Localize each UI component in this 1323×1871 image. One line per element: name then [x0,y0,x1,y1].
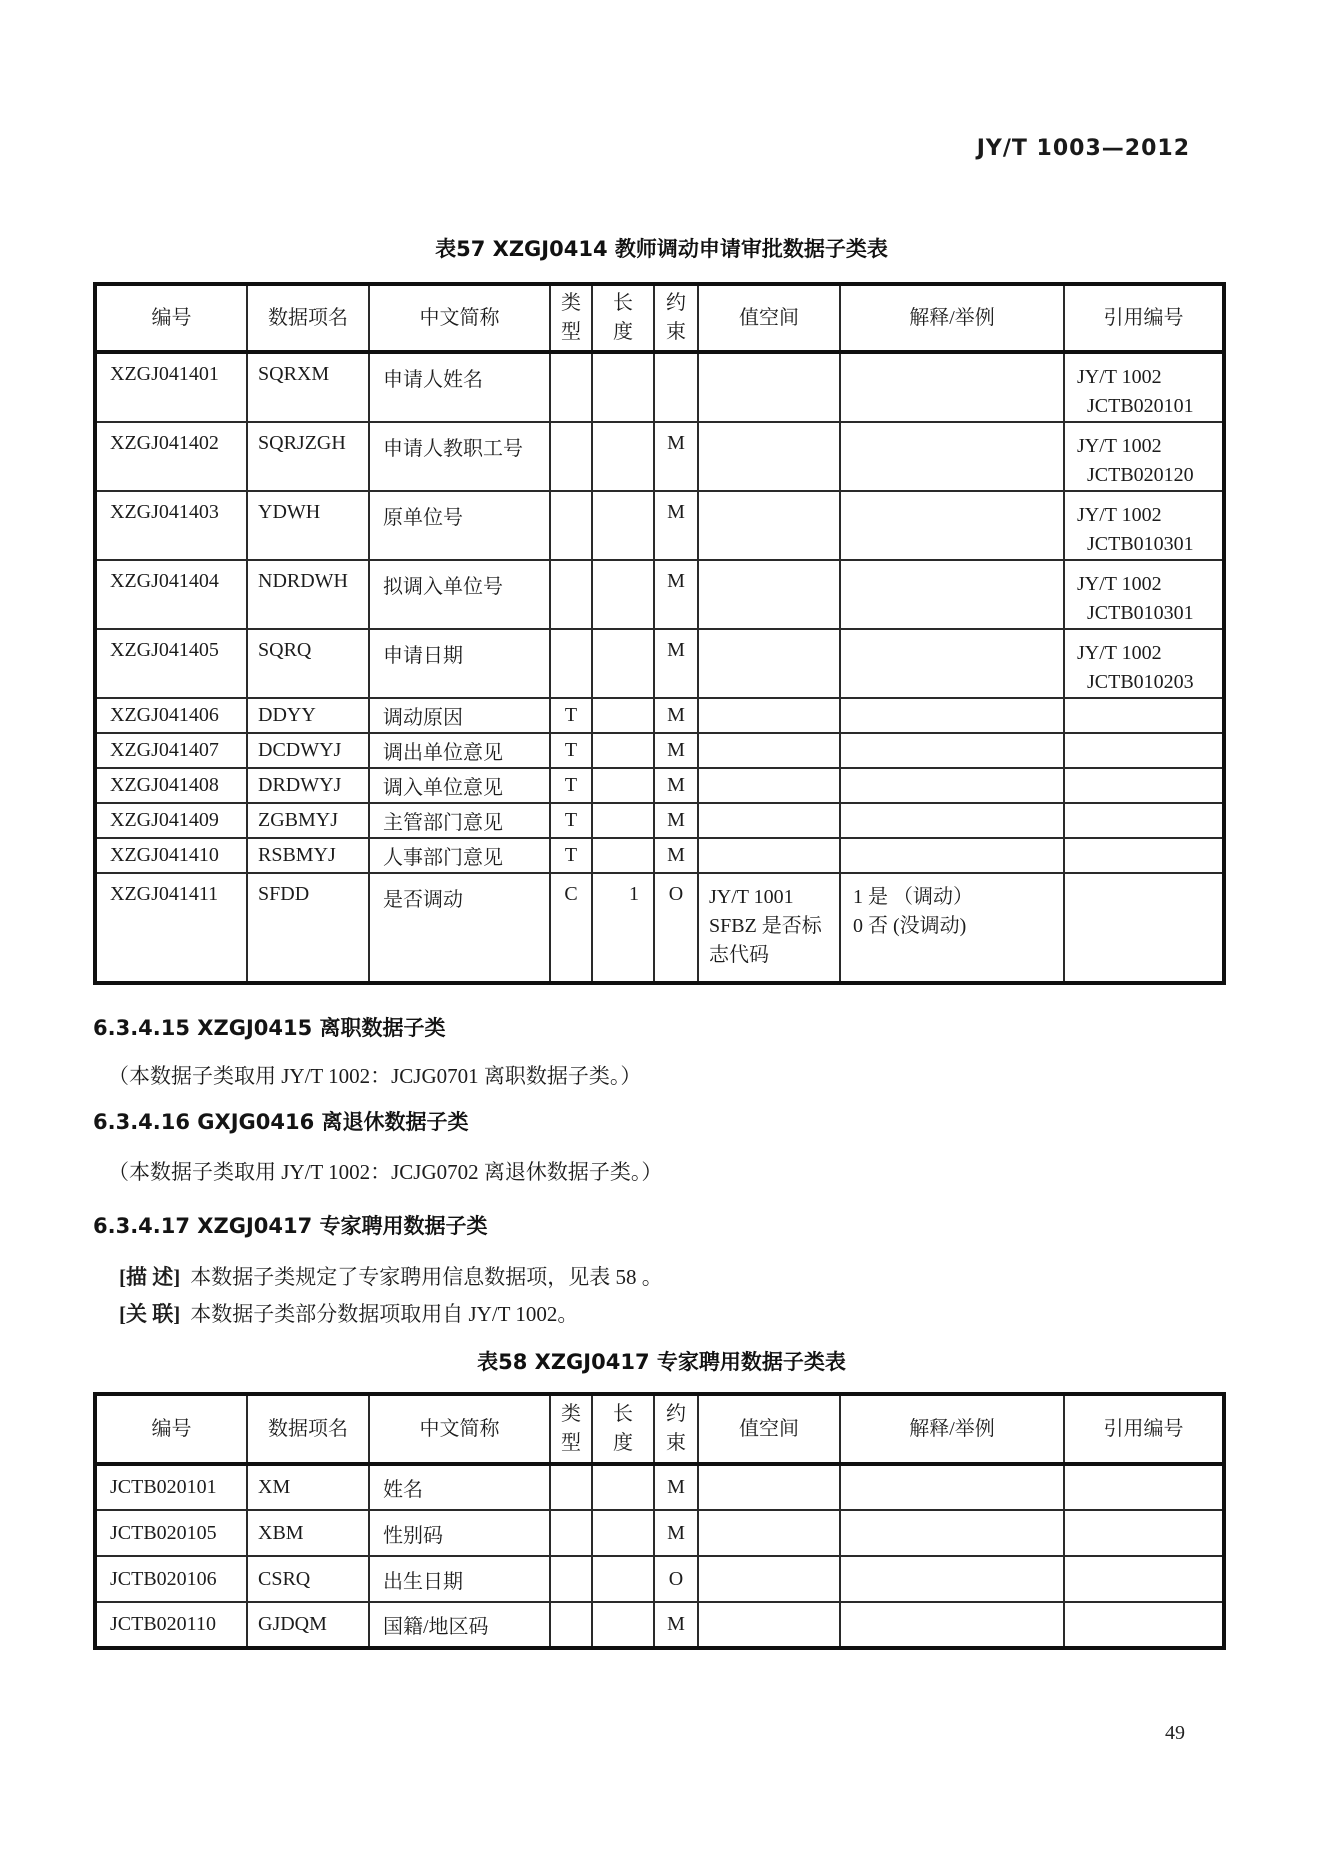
cell-space [698,560,840,629]
column-header: 约 束 [654,1394,698,1464]
table-row [95,838,1224,873]
cell-explain [840,491,1064,560]
cell-space [698,422,840,491]
cell-space [698,698,840,733]
cell-len [592,422,654,491]
cell-cons: M [654,629,698,698]
cell-space: JY/T 1001 SFBZ 是否标 志代码 [698,873,840,983]
cell-len [592,1510,654,1556]
cell-type: T [550,838,592,873]
header-row [95,284,1224,352]
description-text: 本数据子类规定了专家聘用信息数据项，见表 58 。 [190,1265,663,1289]
cell-explain [840,733,1064,768]
table57-title: 表57 XZGJ0414 教师调动申请审批数据子类表 [435,237,888,261]
column-header: 数据项名 [247,284,369,352]
description-line [119,1261,663,1291]
cell-space [698,1510,840,1556]
table-row [95,1556,1224,1602]
cell-id: JCTB020105 [95,1510,247,1556]
cell-len [592,803,654,838]
cell-len [592,629,654,698]
cell-type [550,629,592,698]
column-header: 中文简称 [369,1394,550,1464]
cell-name: CSRQ [247,1556,369,1602]
cell-len [592,1556,654,1602]
cell-cn: 调入单位意见 [369,768,550,803]
cell-type: T [550,768,592,803]
cell-explain [840,1556,1064,1602]
page-number: 49 [1165,1722,1185,1744]
cell-name: DRDWYJ [247,768,369,803]
column-header: 数据项名 [247,1394,369,1464]
cell-id: XZGJ041406 [95,698,247,733]
cell-len [592,491,654,560]
cell-explain [840,560,1064,629]
cell-name: SQRXM [247,352,369,422]
section-heading-6-3-4-17: 6.3.4.17 XZGJ0417 专家聘用数据子类 [93,1214,488,1238]
cell-len [592,698,654,733]
table-row [95,629,1224,698]
cell-name: RSBMYJ [247,838,369,873]
cell-explain [840,838,1064,873]
cell-id: XZGJ041405 [95,629,247,698]
table-row [95,1602,1224,1648]
cell-cn: 是否调动 [369,873,550,983]
header-row [95,1394,1224,1464]
description-label: [描 述] [119,1265,181,1289]
cell-cn: 人事部门意见 [369,838,550,873]
cell-cons: M [654,838,698,873]
cell-cons: M [654,422,698,491]
cell-cn: 主管部门意见 [369,803,550,838]
table-row [95,560,1224,629]
cell-name: DCDWYJ [247,733,369,768]
cell-cn: 性别码 [369,1510,550,1556]
cell-ref [1064,698,1224,733]
cell-name: DDYY [247,698,369,733]
cell-type [550,352,592,422]
section-body-6-3-4-16: （本数据子类取用 JY/T 1002：JCJG0702 离退休数据子类。） [108,1160,663,1184]
cell-id: XZGJ041404 [95,560,247,629]
cell-space [698,1556,840,1602]
cell-type [550,491,592,560]
cell-cn: 申请人姓名 [369,352,550,422]
table-row [95,873,1224,983]
table-row [95,422,1224,491]
cell-name: GJDQM [247,1602,369,1648]
cell-cons: O [654,873,698,983]
column-header: 引用编号 [1064,1394,1224,1464]
cell-cn: 申请人教职工号 [369,422,550,491]
section-heading-6-3-4-16: 6.3.4.16 GXJG0416 离退休数据子类 [93,1110,469,1134]
column-header: 约 束 [654,284,698,352]
table-row [95,768,1224,803]
relation-line [119,1298,578,1328]
cell-space [698,491,840,560]
cell-ref: JY/T 1002 JCTB010301 [1064,560,1224,629]
table-row [95,698,1224,733]
cell-ref [1064,1510,1224,1556]
cell-id: XZGJ041403 [95,491,247,560]
cell-cn: 姓名 [369,1464,550,1510]
cell-name: SQRQ [247,629,369,698]
cell-type [550,1602,592,1648]
column-header: 长 度 [592,1394,654,1464]
cell-name: YDWH [247,491,369,560]
column-header: 编号 [95,1394,247,1464]
cell-cn: 拟调入单位号 [369,560,550,629]
cell-name: XBM [247,1510,369,1556]
cell-ref: JY/T 1002 JCTB020120 [1064,422,1224,491]
cell-cons: M [654,1602,698,1648]
table-row [95,491,1224,560]
cell-space [698,352,840,422]
cell-explain [840,629,1064,698]
relation-label: [关 联] [119,1302,181,1326]
cell-id: XZGJ041409 [95,803,247,838]
cell-ref [1064,1602,1224,1648]
cell-explain [840,1510,1064,1556]
cell-cons: M [654,733,698,768]
cell-name: ZGBMYJ [247,803,369,838]
relation-text: 本数据子类部分数据项取用自 JY/T 1002。 [190,1302,579,1326]
cell-ref [1064,873,1224,983]
cell-explain [840,352,1064,422]
cell-cn: 出生日期 [369,1556,550,1602]
section-heading-6-3-4-15: 6.3.4.15 XZGJ0415 离职数据子类 [93,1016,446,1040]
column-header: 引用编号 [1064,284,1224,352]
cell-len [592,733,654,768]
cell-len [592,838,654,873]
column-header: 类 型 [550,1394,592,1464]
table58 [93,1392,1226,1650]
cell-type [550,1556,592,1602]
cell-ref [1064,1556,1224,1602]
cell-len [592,1464,654,1510]
cell-cons: M [654,768,698,803]
cell-len [592,352,654,422]
column-header: 中文简称 [369,284,550,352]
section-body-6-3-4-15: （本数据子类取用 JY/T 1002：JCJG0701 离职数据子类。） [108,1064,642,1088]
cell-name: XM [247,1464,369,1510]
cell-id: XZGJ041407 [95,733,247,768]
cell-type [550,1510,592,1556]
cell-len [592,560,654,629]
column-header: 值空间 [698,284,840,352]
cell-space [698,1602,840,1648]
cell-cn: 国籍/地区码 [369,1602,550,1648]
cell-id: JCTB020110 [95,1602,247,1648]
cell-space [698,733,840,768]
cell-cn: 调动原因 [369,698,550,733]
cell-space [698,803,840,838]
cell-cons: O [654,1556,698,1602]
column-header: 类 型 [550,284,592,352]
column-header: 值空间 [698,1394,840,1464]
cell-explain [840,803,1064,838]
cell-cons: M [654,1464,698,1510]
cell-cn: 调出单位意见 [369,733,550,768]
cell-ref [1064,1464,1224,1510]
cell-explain [840,768,1064,803]
cell-type: T [550,803,592,838]
cell-ref: JY/T 1002 JCTB010203 [1064,629,1224,698]
cell-type: C [550,873,592,983]
cell-id: XZGJ041401 [95,352,247,422]
column-header: 编号 [95,284,247,352]
cell-space [698,838,840,873]
cell-len [592,1602,654,1648]
cell-cons: M [654,1510,698,1556]
cell-type [550,1464,592,1510]
cell-id: XZGJ041408 [95,768,247,803]
cell-ref [1064,838,1224,873]
column-header: 解释/举例 [840,284,1064,352]
cell-len: 1 [592,873,654,983]
cell-explain: 1 是 （调动） 0 否 (没调动) [840,873,1064,983]
cell-cons [654,352,698,422]
cell-id: JCTB020106 [95,1556,247,1602]
cell-cn: 申请日期 [369,629,550,698]
cell-cons: M [654,803,698,838]
table-row [95,1464,1224,1510]
cell-name: SQRJZGH [247,422,369,491]
cell-space [698,1464,840,1510]
table-row [95,803,1224,838]
cell-ref: JY/T 1002 JCTB010301 [1064,491,1224,560]
cell-explain [840,1602,1064,1648]
cell-id: XZGJ041402 [95,422,247,491]
cell-space [698,629,840,698]
cell-explain [840,698,1064,733]
cell-id: JCTB020101 [95,1464,247,1510]
cell-len [592,768,654,803]
table58-title: 表58 XZGJ0417 专家聘用数据子类表 [477,1350,846,1374]
cell-explain [840,422,1064,491]
cell-ref [1064,768,1224,803]
table-row [95,733,1224,768]
cell-ref: JY/T 1002 JCTB020101 [1064,352,1224,422]
cell-id: XZGJ041411 [95,873,247,983]
table-row [95,1510,1224,1556]
standard-code-header: JY/T 1003—2012 [976,136,1190,161]
cell-cons: M [654,698,698,733]
cell-type [550,422,592,491]
cell-cons: M [654,560,698,629]
table-row [95,352,1224,422]
cell-space [698,768,840,803]
cell-id: XZGJ041410 [95,838,247,873]
cell-ref [1064,733,1224,768]
table57 [93,282,1226,985]
cell-type: T [550,698,592,733]
column-header: 解释/举例 [840,1394,1064,1464]
cell-name: NDRDWH [247,560,369,629]
cell-explain [840,1464,1064,1510]
cell-type: T [550,733,592,768]
cell-name: SFDD [247,873,369,983]
cell-ref [1064,803,1224,838]
cell-cons: M [654,491,698,560]
cell-cn: 原单位号 [369,491,550,560]
cell-type [550,560,592,629]
column-header: 长 度 [592,284,654,352]
